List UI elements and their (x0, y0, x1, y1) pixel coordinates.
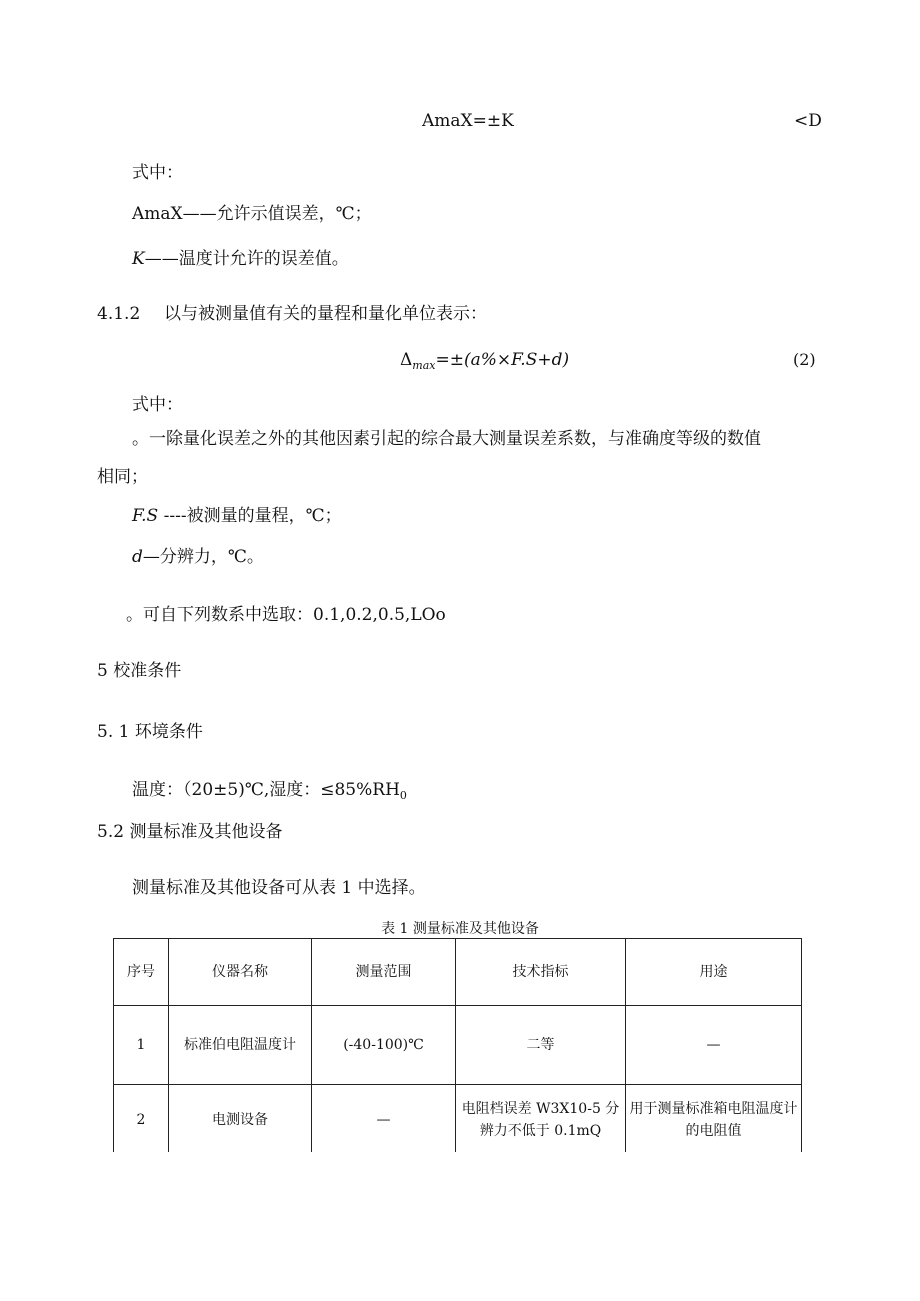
equation-1: AmaX=±K (422, 111, 514, 131)
header-spec: 技术指标 (456, 939, 626, 1006)
table-row (114, 1085, 802, 1156)
where-label-2: 式中： (132, 395, 183, 415)
header-range: 测量范围 (312, 939, 456, 1006)
cell-range: (-40-100)℃ (312, 1006, 456, 1085)
section-4-1-2-number: 4.1.2 (97, 304, 141, 324)
cell-instrument: 标准伯电阻温度计 (169, 1006, 312, 1085)
definition-fs (132, 505, 342, 527)
delta-symbol: Δ (400, 350, 413, 370)
definition-a-line2: 相同； (97, 467, 148, 487)
cell-spec: 二等 (456, 1006, 626, 1085)
definition-a-line1: 。一除量化误差之外的其他因素引起的综合最大测量误差系数，与准确度等级的数值 (132, 429, 761, 449)
cell-index: 2 (114, 1085, 169, 1156)
definition-amax: AmaX——允许示值误差，℃； (132, 204, 372, 224)
section-5-1-heading: 5. 1 环境条件 (97, 722, 203, 742)
equation-2-body: =±(a%×F.S+d) (435, 350, 570, 370)
d-symbol: d (132, 547, 143, 567)
definition-k (132, 248, 349, 270)
cell-instrument: 电测设备 (169, 1085, 312, 1156)
equation-2 (400, 349, 569, 377)
section-4-1-2-text: 以与被测量值有关的量程和量化单位表示： (164, 304, 487, 324)
cell-spec: 电阻档误差 W3X10-5 分辨力不低于 0.1mQ (456, 1085, 626, 1156)
section-5-2-heading: 5.2 测量标准及其他设备 (97, 822, 283, 842)
header-index: 序号 (114, 939, 169, 1006)
k-symbol: K (132, 249, 145, 269)
cell-purpose: 用于测量标准箱电阻温度计的电阻值 (626, 1085, 802, 1156)
table-header-row (114, 939, 802, 1006)
section-5-2-text: 测量标准及其他设备可从表 1 中选择。 (132, 878, 426, 898)
table-caption: 表 1 测量标准及其他设备 (381, 921, 539, 937)
where-label-1: 式中： (132, 163, 183, 183)
fs-symbol: F.S (132, 506, 159, 526)
equation-2-number: (2) (793, 350, 816, 369)
definition-d (132, 546, 264, 568)
cell-index: 1 (114, 1006, 169, 1085)
equation-1-number: <D (794, 111, 822, 131)
fs-definition-text: ----被测量的量程，℃； (158, 506, 342, 526)
header-instrument: 仪器名称 (169, 939, 312, 1006)
d-definition-text: —分辨力，℃。 (142, 547, 264, 567)
k-definition-text: ——温度计允许的误差值。 (144, 249, 349, 269)
section-5-heading: 5 校准条件 (97, 661, 182, 681)
environment-text: 温度：（20±5)℃,湿度：≤85%RH (132, 780, 400, 800)
table-row (114, 1006, 802, 1085)
page-bottom-cutoff (112, 1152, 804, 1301)
delta-subscript: max (412, 359, 436, 372)
environment-subscript: 0 (399, 789, 407, 802)
cell-purpose: — (626, 1006, 802, 1085)
environment-conditions (132, 779, 407, 807)
equipment-table (113, 938, 802, 1156)
series-choice: 。可自下列数系中选取：0.1,0.2,0.5,LOo (126, 605, 446, 625)
cell-range: — (312, 1085, 456, 1156)
header-purpose: 用途 (626, 939, 802, 1006)
